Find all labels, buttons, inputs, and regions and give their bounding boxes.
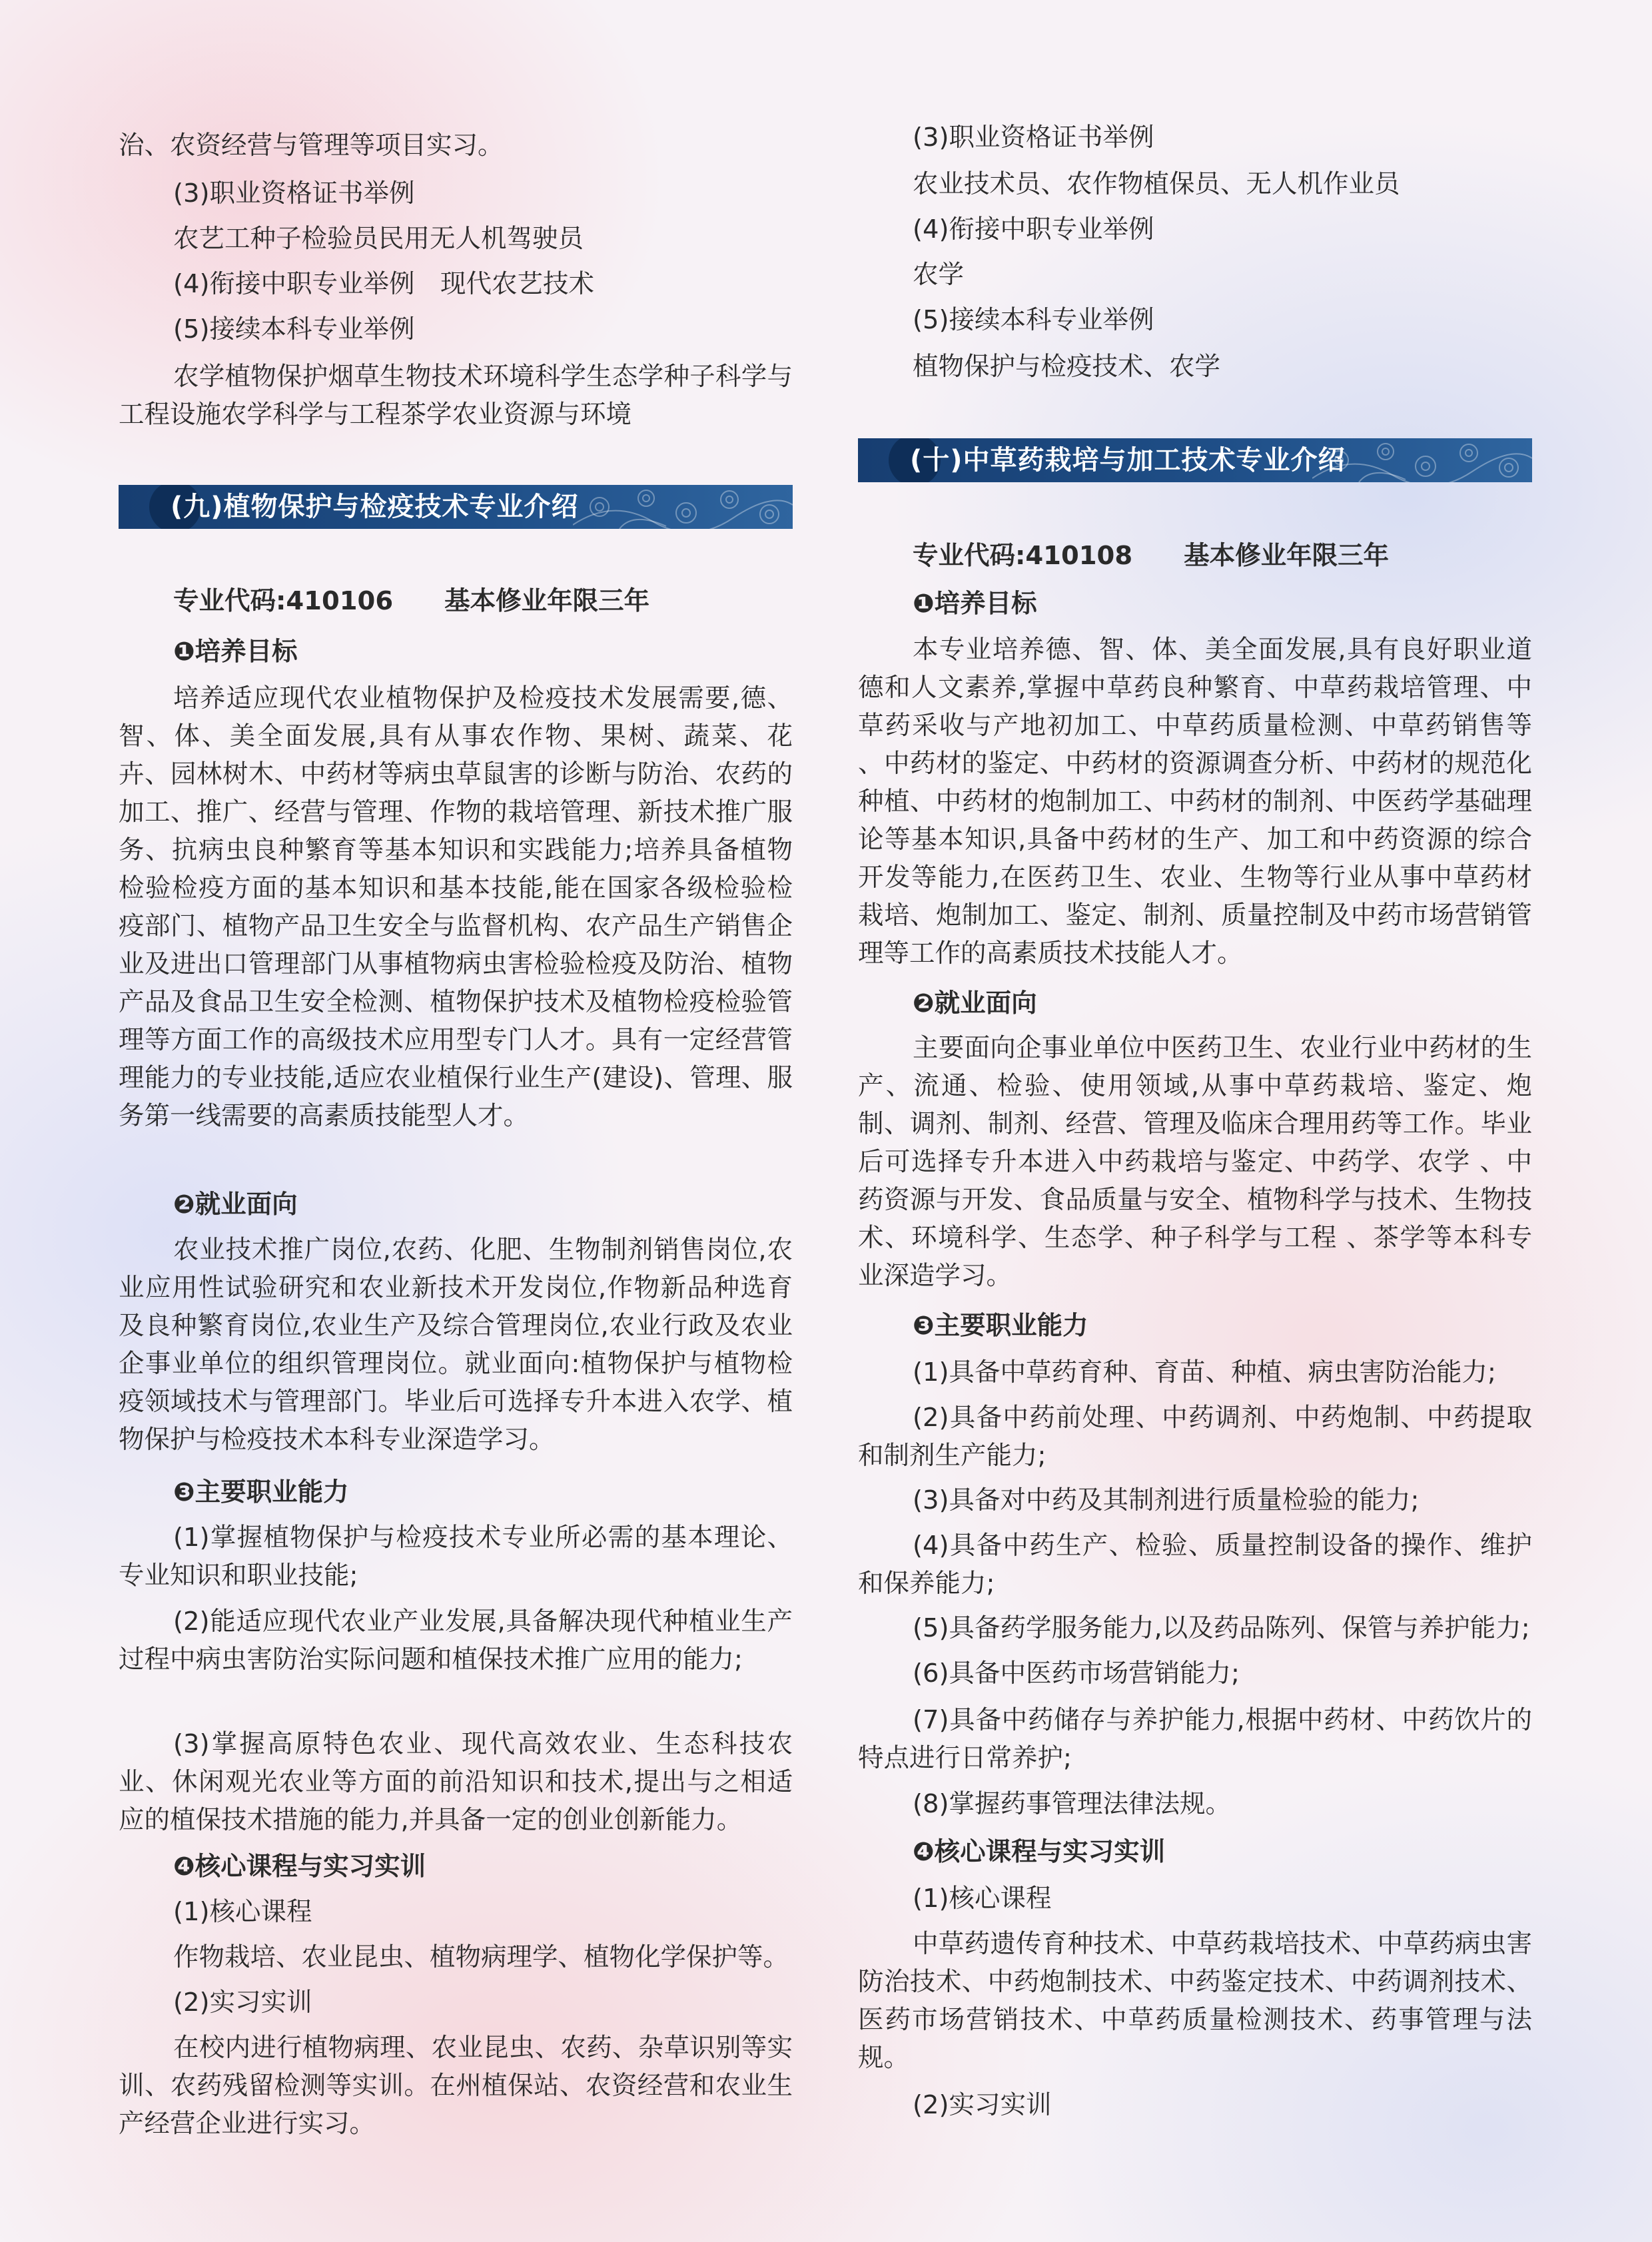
right-major-code: 专业代码:410108 基本修业年限三年 — [913, 541, 1390, 571]
right-bachelor-label: (5)接续本科专业举例 — [913, 305, 1154, 335]
right-ability-2: (2)具备中药前处理、中药调剂、中药炮制、中药提取和制剂生产能力; — [858, 1403, 1532, 1471]
right-ability-1: (1)具备中草药育种、育苗、种植、病虫害防治能力; — [913, 1357, 1497, 1387]
right-vocational-text: 农学 — [913, 260, 965, 290]
left-employment-title: ❷就业面向 — [173, 1190, 298, 1220]
right-goal-text: 本专业培养德、智、体、美全面发展,具有良好职业道德和人文素养,掌握中草药良种繁育、中草药栽培管理、中草药采收与产地初加工、中草药质量检测、中草药销售等 、中药材的鉴定、中药材的资源调查分析、中药材的规范化种植、中药材的炮制加工、中药材的制剂、中医药学基础理论等基本知识,具备中药材的生产、加工和中药资源的综合开发等能力,在医药卫生、农业、生物等行业从事中草药材栽培、炮制加工、鉴定、制剂、质量控制及中药市场营销管理等工作的高素质技术技能人才。 — [858, 635, 1532, 968]
left-goal-title: ❶培养目标 — [173, 637, 298, 667]
floral-pattern-icon — [1312, 438, 1532, 482]
right-ability-title: ❸主要职业能力 — [913, 1311, 1088, 1341]
section-heading-10-title: (十)中草药栽培与加工技术专业介绍 — [910, 445, 1346, 476]
left-text-continued: 治、农资经营与管理等项目实习。 — [119, 131, 504, 161]
floral-pattern-icon — [573, 485, 793, 529]
left-bachelor-text: 农学植物保护烟草生物技术环境科学生态学种子科学与工程设施农学科学与工程茶学农业资源与环境 — [119, 362, 793, 430]
left-goal-text: 培养适应现代农业植物保护及检疫技术发展需要,德、智、体、美全面发展,具有从事农作物、果树、蔬菜、花卉、园林树木、中药材等病虫草鼠害的诊断与防治、农药的加工、推广、经营与管理、作物的栽培管理、新技术推广服务、抗病虫良种繁育等基本知识和实践能力;培养具备植物检验检疫方面的基本知识和基本技能,能在国家各级检验检疫部门、植物产品卫生安全与监督机构、农产品生产销售企业及进出口管理部门从事植物病虫害检验检疫及防治、植物产品及食品卫生安全检测、植物保护技术及植物检疫检验管理等方面工作的高级技术应用型专门人才。具有一定经营管理能力的专业技能,适应农业植保行业生产(建设)、管理、服务第一线需要的高素质技能型人才。 — [119, 683, 793, 1131]
left-ability-title: ❸主要职业能力 — [173, 1477, 349, 1507]
right-ability-4: (4)具备中药生产、检验、质量控制设备的操作、维护和保养能力; — [858, 1531, 1532, 1599]
left-ability-3: (3)掌握高原特色农业、现代高效农业、生态科技农业、休闲观光农业等方面的前沿知识和技术,提出与之相适应的植保技术措施的能力,并具备一定的创业创新能力。 — [119, 1729, 793, 1835]
left-ability-1: (1)掌握植物保护与检疫技术专业所必需的基本理论、专业知识和职业技能; — [119, 1523, 793, 1591]
right-goal-title: ❶培养目标 — [913, 589, 1037, 619]
right-cert-label: (3)职业资格证书举例 — [913, 123, 1154, 153]
right-employment-title: ❷就业面向 — [913, 988, 1037, 1018]
left-employment-text: 农业技术推广岗位,农药、化肥、生物制剂销售岗位,农业应用性试验研究和农业新技术开发岗位,作物新品种选育及良种繁育岗位,农业生产及综合管理岗位,农业行政及农业企事业单位的组织管理岗位。就业面向:植物保护与植物检疫领域技术与管理部门。毕业后可选择专升本进入农学、植物保护与检疫技术本科专业深造学习。 — [119, 1235, 793, 1455]
right-ability-5: (5)具备药学服务能力,以及药品陈列、保管与养护能力; — [913, 1613, 1530, 1643]
right-course-title: ❹核心课程与实习实训 — [913, 1837, 1166, 1867]
right-vocational-label: (4)衔接中职专业举例 — [913, 214, 1154, 244]
left-practice-text: 在校内进行植物病理、农业昆虫、农药、杂草识别等实训、农药残留检测等实训。在州植保站、农资经营和农业生产经营企业进行实习。 — [119, 2033, 793, 2139]
right-bachelor-text: 植物保护与检疫技术、农学 — [913, 352, 1221, 382]
right-core-course-label: (1)核心课程 — [913, 1884, 1052, 1914]
right-cert-text: 农业技术员、农作物植保员、无人机作业员 — [913, 169, 1400, 199]
right-ability-7: (7)具备中药储存与养护能力,根据中药材、中药饮片的特点进行日常养护; — [858, 1705, 1532, 1773]
left-major-code: 专业代码:410106 基本修业年限三年 — [173, 586, 650, 616]
right-employment-text: 主要面向企事业单位中医药卫生、农业行业中药材的生产、流通、检验、使用领域,从事中草药栽培、鉴定、炮制、调剂、制剂、经营、管理及临床合理用药等工作。毕业后可选择专升本进入中药栽培与鉴定、中药学、农学 、中药资源与开发、食品质量与安全、植物科学与技术、生物技术、环境科学、生态学、种子科学与工程 、茶学等本科专业深造学习。 — [858, 1033, 1532, 1291]
left-bachelor-label: (5)接续本科专业举例 — [173, 314, 415, 344]
right-ability-3: (3)具备对中药及其制剂进行质量检验的能力; — [913, 1485, 1420, 1515]
left-core-course-label: (1)核心课程 — [173, 1897, 312, 1927]
section-heading-10 — [858, 438, 1532, 482]
left-vocational-major: (4)衔接中职专业举例 现代农艺技术 — [173, 269, 595, 299]
left-cert-label: (3)职业资格证书举例 — [173, 179, 415, 208]
left-ability-2: (2)能适应现代农业产业发展,具备解决现代种植业生产过程中病虫害防治实际问题和植保技术推广应用的能力; — [119, 1607, 793, 1675]
right-practice-label: (2)实习实训 — [913, 2090, 1052, 2120]
right-ability-8: (8)掌握药事管理法律法规。 — [913, 1789, 1232, 1819]
right-ability-6: (6)具备中医药市场营销能力; — [913, 1659, 1240, 1688]
left-course-title: ❹核心课程与实习实训 — [173, 1852, 426, 1882]
section-heading-9 — [119, 485, 793, 529]
left-core-course-text: 作物栽培、农业昆虫、植物病理学、植物化学保护等。 — [173, 1942, 789, 1972]
section-heading-9-title: (九)植物保护与检疫技术专业介绍 — [171, 492, 579, 522]
left-cert-text: 农艺工种子检验员民用无人机驾驶员 — [173, 224, 584, 254]
right-core-course-text: 中草药遗传育种技术、中草药栽培技术、中草药病虫害防治技术、中药炮制技术、中药鉴定技术、中药调剂技术、医药市场营销技术、中草药质量检测技术、药事管理与法规。 — [858, 1929, 1532, 2073]
left-practice-label: (2)实习实训 — [173, 1988, 312, 2018]
